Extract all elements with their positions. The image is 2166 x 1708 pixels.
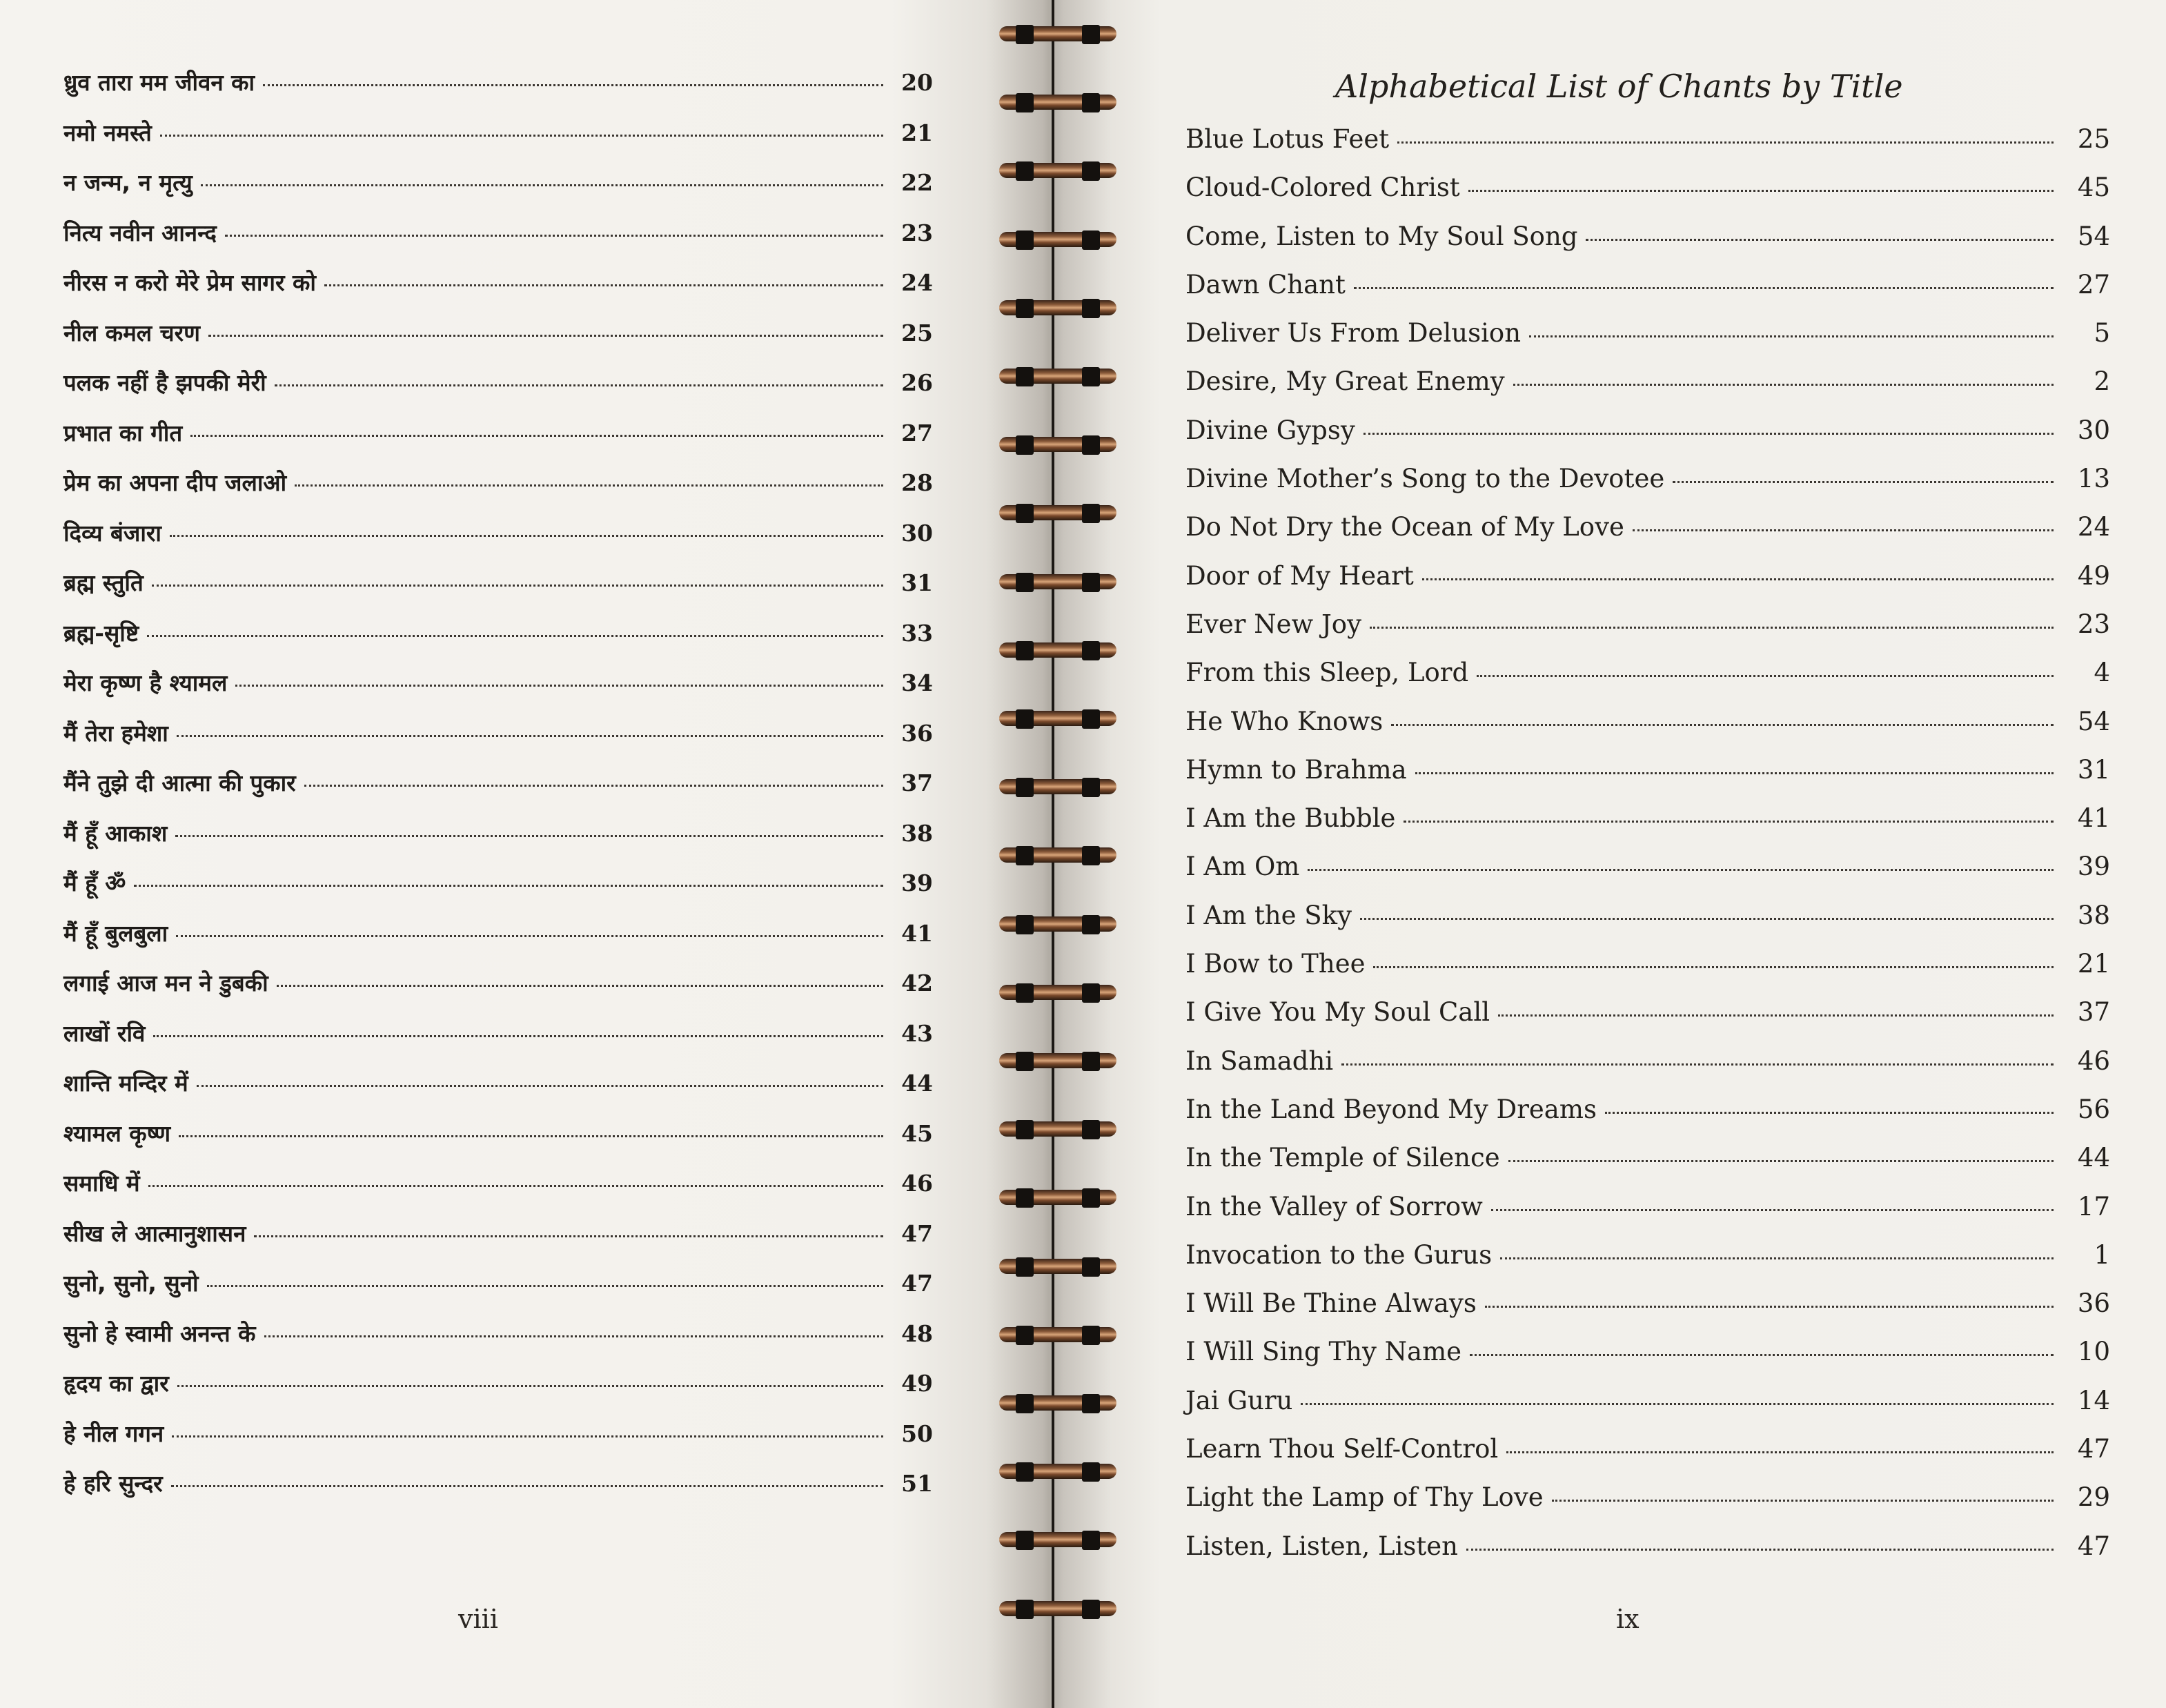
chant-title: Come, Listen to My Soul Song — [1185, 221, 1578, 251]
chant-page-number: 36 — [901, 719, 933, 747]
dot-leader — [263, 84, 883, 86]
binding-ring — [999, 1527, 1116, 1554]
toc-entry-english — [1185, 1482, 2110, 1531]
chant-page-number: 37 — [901, 769, 933, 796]
dot-leader — [147, 635, 883, 637]
binding-ring — [999, 842, 1116, 870]
chant-page-number: 34 — [901, 669, 933, 696]
binding-ring — [999, 1048, 1116, 1075]
binding-ring — [999, 1116, 1116, 1143]
dot-leader — [1513, 384, 2054, 386]
chant-page-number: 21 — [901, 119, 933, 146]
dot-leader — [1508, 1160, 2054, 1162]
dot-leader — [1485, 1306, 2054, 1308]
dot-leader — [264, 1335, 883, 1337]
toc-entry-hindi — [63, 667, 933, 717]
toc-entry-hindi — [63, 617, 933, 667]
toc-entry-english — [1185, 464, 2110, 512]
chant-title: Learn Thou Self-Control — [1185, 1434, 1499, 1464]
toc-entry-hindi — [63, 1067, 933, 1117]
dot-leader — [1491, 1209, 2054, 1211]
chant-page-number: 27 — [2077, 269, 2110, 300]
toc-entry-hindi — [63, 317, 933, 367]
chant-title: Dawn Chant — [1185, 269, 1346, 300]
dot-leader — [1529, 335, 2054, 337]
dot-leader — [1363, 433, 2054, 435]
toc-entry-hindi — [63, 1417, 933, 1468]
chant-title: हृदय का द्वार — [63, 1370, 169, 1397]
chant-title: हे नील गगन — [63, 1420, 164, 1447]
toc-entry-english — [1185, 124, 2110, 173]
chant-page-number: 23 — [901, 219, 933, 246]
dot-leader — [1605, 1112, 2054, 1114]
chant-page-number: 33 — [901, 619, 933, 647]
chant-title: ध्रुव तारा मम जीवन का — [63, 69, 255, 96]
chant-page-number: 56 — [2077, 1094, 2110, 1124]
toc-entry-english — [1185, 270, 2110, 318]
chant-page-number: 50 — [901, 1420, 933, 1447]
chant-title: I Am Om — [1185, 852, 1300, 882]
chant-title: नीरस न करो मेरे प्रेम सागर को — [63, 269, 316, 296]
toc-entry-english — [1185, 318, 2110, 366]
chant-page-number: 17 — [2077, 1191, 2110, 1221]
dot-leader — [1391, 724, 2054, 726]
toc-entry-hindi — [63, 1017, 933, 1068]
chant-page-number: 29 — [2077, 1482, 2110, 1513]
chant-page-number: 39 — [2077, 852, 2110, 882]
toc-entry-english — [1185, 755, 2110, 803]
chant-title: Hymn to Brahma — [1185, 754, 1407, 785]
dot-leader — [1397, 141, 2054, 144]
left-page — [0, 0, 1049, 1708]
chant-page-number: 47 — [901, 1219, 933, 1247]
dot-leader — [177, 735, 883, 737]
chant-page-number: 49 — [901, 1370, 933, 1397]
chant-page-number: 20 — [901, 69, 933, 96]
chant-title: Invocation to the Gurus — [1185, 1239, 1493, 1270]
dot-leader — [225, 235, 883, 237]
toc-entry-hindi — [63, 867, 933, 917]
dot-leader — [1477, 675, 2054, 677]
chant-title: I Give You My Soul Call — [1185, 997, 1490, 1028]
dot-leader — [1360, 918, 2054, 920]
toc-entry-hindi — [63, 917, 933, 968]
dot-leader — [171, 1485, 883, 1487]
dot-leader — [170, 535, 883, 537]
right-page — [1049, 0, 2166, 1708]
dot-leader — [1468, 190, 2054, 192]
binding-ring — [999, 979, 1116, 1007]
chant-title: From this Sleep, Lord — [1185, 658, 1469, 688]
chant-page-number: 2 — [2094, 366, 2110, 397]
dot-leader — [1341, 1063, 2054, 1066]
binding-ring — [999, 431, 1116, 459]
chant-title: In Samadhi — [1185, 1046, 1334, 1076]
chant-title: सुनो, सुनो, सुनो — [63, 1270, 199, 1297]
hindi-chant-index — [63, 66, 933, 1518]
toc-entry-english — [1185, 173, 2110, 221]
toc-entry-english — [1185, 609, 2110, 658]
dot-leader — [1673, 481, 2054, 483]
toc-entry-english — [1185, 222, 2110, 270]
binding-ring — [999, 705, 1116, 733]
chant-page-number: 46 — [2077, 1046, 2110, 1076]
toc-entry-english — [1185, 949, 2110, 997]
chant-page-number: 23 — [2077, 609, 2110, 639]
binding-ring — [999, 637, 1116, 665]
toc-entry-english — [1185, 1386, 2110, 1434]
dot-leader — [177, 1385, 883, 1387]
toc-entry-english — [1185, 997, 2110, 1046]
toc-entry-english — [1185, 1095, 2110, 1143]
chant-page-number: 47 — [2077, 1434, 2110, 1464]
chant-title: प्रेम का अपना दीप जलाओ — [63, 469, 287, 496]
chant-title: सीख ले आत्मानुशासन — [63, 1219, 246, 1247]
chant-page-number: 48 — [901, 1319, 933, 1347]
chant-page-number: 38 — [2077, 900, 2110, 930]
chant-page-number: 47 — [901, 1270, 933, 1297]
chant-page-number: 24 — [901, 269, 933, 296]
dot-leader — [1498, 1014, 2054, 1017]
binding-ring — [999, 226, 1116, 254]
chant-title: Divine Gypsy — [1185, 415, 1355, 445]
toc-entry-english — [1185, 1240, 2110, 1288]
toc-entry-english — [1185, 1288, 2110, 1337]
chant-title: I Will Be Thine Always — [1185, 1288, 1477, 1319]
dot-leader — [254, 1235, 883, 1237]
dot-leader — [190, 435, 883, 437]
binding-ring — [999, 21, 1116, 48]
chant-page-number: 13 — [2077, 464, 2110, 494]
toc-entry-english — [1185, 852, 2110, 900]
chant-title: Door of My Heart — [1185, 560, 1414, 591]
chant-title: Deliver Us From Delusion — [1185, 318, 1522, 349]
toc-entry-hindi — [63, 967, 933, 1017]
chant-page-number: 42 — [901, 970, 933, 997]
dot-leader — [197, 1085, 883, 1087]
chant-page-number: 30 — [901, 519, 933, 547]
chant-page-number: 45 — [901, 1119, 933, 1147]
toc-entry-english — [1185, 1046, 2110, 1095]
toc-entry-english — [1185, 561, 2110, 609]
binding-ring — [999, 1596, 1116, 1623]
toc-entry-hindi — [63, 166, 933, 217]
toc-entry-english — [1185, 415, 2110, 464]
binding-ring — [999, 1390, 1116, 1417]
dot-leader — [1466, 1549, 2054, 1551]
chant-title: I Bow to Thee — [1185, 949, 1366, 979]
chant-title: मैं हूँ बुलबुला — [63, 919, 168, 947]
chant-title: Cloud-Colored Christ — [1185, 173, 1460, 203]
toc-entry-hindi — [63, 1217, 933, 1268]
dot-leader — [152, 585, 883, 587]
toc-entry-english — [1185, 803, 2110, 852]
chant-page-number: 5 — [2094, 318, 2110, 349]
chant-title: लगाई आज मन ने डुबकी — [63, 970, 268, 997]
chant-title: पलक नहीं है झपकी मेरी — [63, 369, 266, 396]
chant-page-number: 30 — [2077, 415, 2110, 445]
toc-entry-hindi — [63, 1117, 933, 1168]
chant-title: लाखों रवि — [63, 1019, 146, 1047]
chant-title: हे हरि सुन्दर — [63, 1470, 163, 1497]
chant-page-number: 24 — [2077, 512, 2110, 542]
dot-leader — [324, 284, 883, 286]
dot-leader — [277, 985, 883, 987]
chant-page-number: 27 — [901, 419, 933, 446]
dot-leader — [275, 384, 883, 386]
dot-leader — [1586, 239, 2054, 241]
dot-leader — [1301, 1403, 2054, 1405]
toc-entry-english — [1185, 1531, 2110, 1580]
toc-entry-hindi — [63, 767, 933, 817]
chant-title: Jai Guru — [1185, 1385, 1293, 1415]
page-number-left: viii — [458, 1604, 498, 1634]
toc-entry-hindi — [63, 266, 933, 317]
toc-entry-hindi — [63, 1267, 933, 1317]
chant-title: Blue Lotus Feet — [1185, 124, 1390, 154]
dot-leader — [295, 484, 883, 487]
chant-title: Desire, My Great Enemy — [1185, 366, 1505, 397]
toc-entry-hindi — [63, 567, 933, 617]
chant-title: Ever New Joy — [1185, 609, 1361, 639]
dot-leader — [1552, 1500, 2054, 1502]
binding-ring — [999, 911, 1116, 939]
chant-page-number: 44 — [2077, 1143, 2110, 1173]
toc-entry-english — [1185, 707, 2110, 755]
chant-page-number: 54 — [2077, 706, 2110, 736]
chant-title: समाधि में — [63, 1170, 140, 1197]
chant-page-number: 25 — [2077, 124, 2110, 154]
chant-title: मैं तेरा हमेशा — [63, 719, 168, 747]
dot-leader — [208, 335, 883, 337]
chant-title: He Who Knows — [1185, 706, 1384, 736]
binding-ring — [999, 295, 1116, 322]
toc-entry-hindi — [63, 1167, 933, 1217]
chant-title: I Am the Sky — [1185, 900, 1352, 930]
dot-leader — [207, 1285, 883, 1287]
chant-title: In the Temple of Silence — [1185, 1143, 1500, 1173]
dot-leader — [1354, 287, 2054, 289]
chant-page-number: 10 — [2077, 1337, 2110, 1367]
dot-leader — [172, 1435, 883, 1437]
chant-page-number: 14 — [2077, 1385, 2110, 1415]
dot-leader — [1415, 772, 2054, 774]
dot-leader — [235, 685, 883, 687]
chant-page-number: 37 — [2077, 997, 2110, 1028]
toc-entry-hindi — [63, 1467, 933, 1518]
chant-title: नमो नमस्ते — [63, 119, 152, 146]
toc-entry-hindi — [63, 117, 933, 167]
dot-leader — [1500, 1257, 2054, 1259]
toc-entry-hindi — [63, 517, 933, 567]
dot-leader — [176, 935, 883, 937]
dot-leader — [1308, 869, 2054, 871]
chant-page-number: 49 — [2077, 560, 2110, 591]
dot-leader — [1506, 1451, 2054, 1453]
chant-page-number: 41 — [2077, 803, 2110, 834]
chant-page-number: 31 — [901, 569, 933, 596]
dot-leader — [175, 835, 883, 837]
chant-title: शान्ति मन्दिर में — [63, 1070, 188, 1097]
toc-entry-hindi — [63, 1317, 933, 1368]
chant-title: श्यामल कृष्ण — [63, 1119, 171, 1147]
chant-title: In the Valley of Sorrow — [1185, 1191, 1483, 1221]
dot-leader — [1370, 627, 2054, 629]
toc-entry-english — [1185, 901, 2110, 949]
chant-page-number: 44 — [901, 1070, 933, 1097]
toc-entry-hindi — [63, 66, 933, 117]
toc-entry-english — [1185, 1434, 2110, 1482]
chant-page-number: 25 — [901, 319, 933, 346]
chant-title: सुनो हे स्वामी अनन्त के — [63, 1319, 256, 1347]
chant-page-number: 51 — [901, 1470, 933, 1497]
toc-entry-english — [1185, 1337, 2110, 1385]
binding-ring — [999, 89, 1116, 117]
binding-ring — [999, 157, 1116, 185]
chant-title: प्रभात का गीत — [63, 419, 183, 446]
chant-title: I Am the Bubble — [1185, 803, 1396, 834]
dot-leader — [148, 1185, 883, 1187]
chant-title: नील कमल चरण — [63, 319, 200, 346]
chant-title: ब्रह्म स्तुति — [63, 569, 144, 596]
dot-leader — [1373, 966, 2054, 968]
chant-title: न जन्म, न मृत्यु — [63, 169, 193, 196]
chant-page-number: 28 — [901, 469, 933, 496]
chant-title: Do Not Dry the Ocean of My Love — [1185, 512, 1624, 542]
dot-leader — [160, 135, 883, 137]
chant-page-number: 43 — [901, 1019, 933, 1047]
binding-ring — [999, 569, 1116, 596]
dot-leader — [1633, 529, 2054, 531]
chant-title: दिव्य बंजारा — [63, 519, 161, 547]
binding-ring — [999, 774, 1116, 801]
chant-title: मेरा कृष्ण है श्यामल — [63, 669, 228, 696]
chant-page-number: 41 — [901, 919, 933, 947]
toc-entry-hindi — [63, 717, 933, 767]
toc-entry-english — [1185, 1143, 2110, 1191]
toc-entry-hindi — [63, 417, 933, 467]
chant-title: मैं हूँ ॐ — [63, 870, 126, 896]
chant-title: Light the Lamp of Thy Love — [1185, 1482, 1544, 1513]
chant-title: मैंने तुझे दी आत्मा की पुकार — [63, 769, 296, 796]
chant-title: Divine Mother’s Song to the Devotee — [1185, 464, 1665, 494]
chant-page-number: 4 — [2094, 658, 2110, 688]
binding-ring — [999, 1184, 1116, 1212]
chant-title: In the Land Beyond My Dreams — [1185, 1094, 1597, 1124]
binding-ring — [999, 1253, 1116, 1281]
dot-leader — [1470, 1354, 2054, 1356]
dot-leader — [1422, 578, 2054, 580]
binding-ring — [999, 500, 1116, 527]
chant-page-number: 47 — [2077, 1531, 2110, 1561]
toc-entry-hindi — [63, 217, 933, 267]
toc-entry-english — [1185, 1192, 2110, 1240]
chant-page-number: 38 — [901, 819, 933, 847]
page-heading: Alphabetical List of Chants by Title — [1335, 68, 1903, 105]
toc-entry-english — [1185, 366, 2110, 415]
dot-leader — [201, 184, 883, 186]
chant-page-number: 45 — [2077, 173, 2110, 203]
chant-page-number: 39 — [901, 870, 933, 896]
english-chant-index — [1185, 124, 2110, 1580]
dot-leader — [134, 885, 883, 887]
toc-entry-hindi — [63, 1367, 933, 1417]
dot-leader — [304, 785, 883, 787]
toc-entry-hindi — [63, 366, 933, 417]
chant-page-number: 22 — [901, 169, 933, 196]
toc-entry-hindi — [63, 817, 933, 867]
chant-page-number: 31 — [2077, 754, 2110, 785]
chant-page-number: 36 — [2077, 1288, 2110, 1319]
chant-title: नित्य नवीन आनन्द — [63, 219, 217, 246]
chant-title: I Will Sing Thy Name — [1185, 1337, 1462, 1367]
toc-entry-english — [1185, 658, 2110, 706]
dot-leader — [1404, 821, 2054, 823]
binding-ring — [999, 1322, 1116, 1349]
chant-page-number: 54 — [2077, 221, 2110, 251]
dot-leader — [179, 1135, 883, 1137]
page-number-right: ix — [1616, 1604, 1640, 1634]
chant-title: ब्रह्म-सृष्टि — [63, 619, 139, 647]
chant-page-number: 21 — [2077, 949, 2110, 979]
toc-entry-english — [1185, 512, 2110, 560]
chant-title: मैं हूँ आकाश — [63, 819, 168, 847]
chant-page-number: 1 — [2094, 1239, 2110, 1270]
binding-ring — [999, 1458, 1116, 1486]
chant-page-number: 26 — [901, 369, 933, 396]
dot-leader — [153, 1035, 883, 1037]
binding-ring — [999, 363, 1116, 391]
chant-page-number: 46 — [901, 1170, 933, 1197]
chant-title: Listen, Listen, Listen — [1185, 1531, 1459, 1561]
toc-entry-hindi — [63, 467, 933, 517]
